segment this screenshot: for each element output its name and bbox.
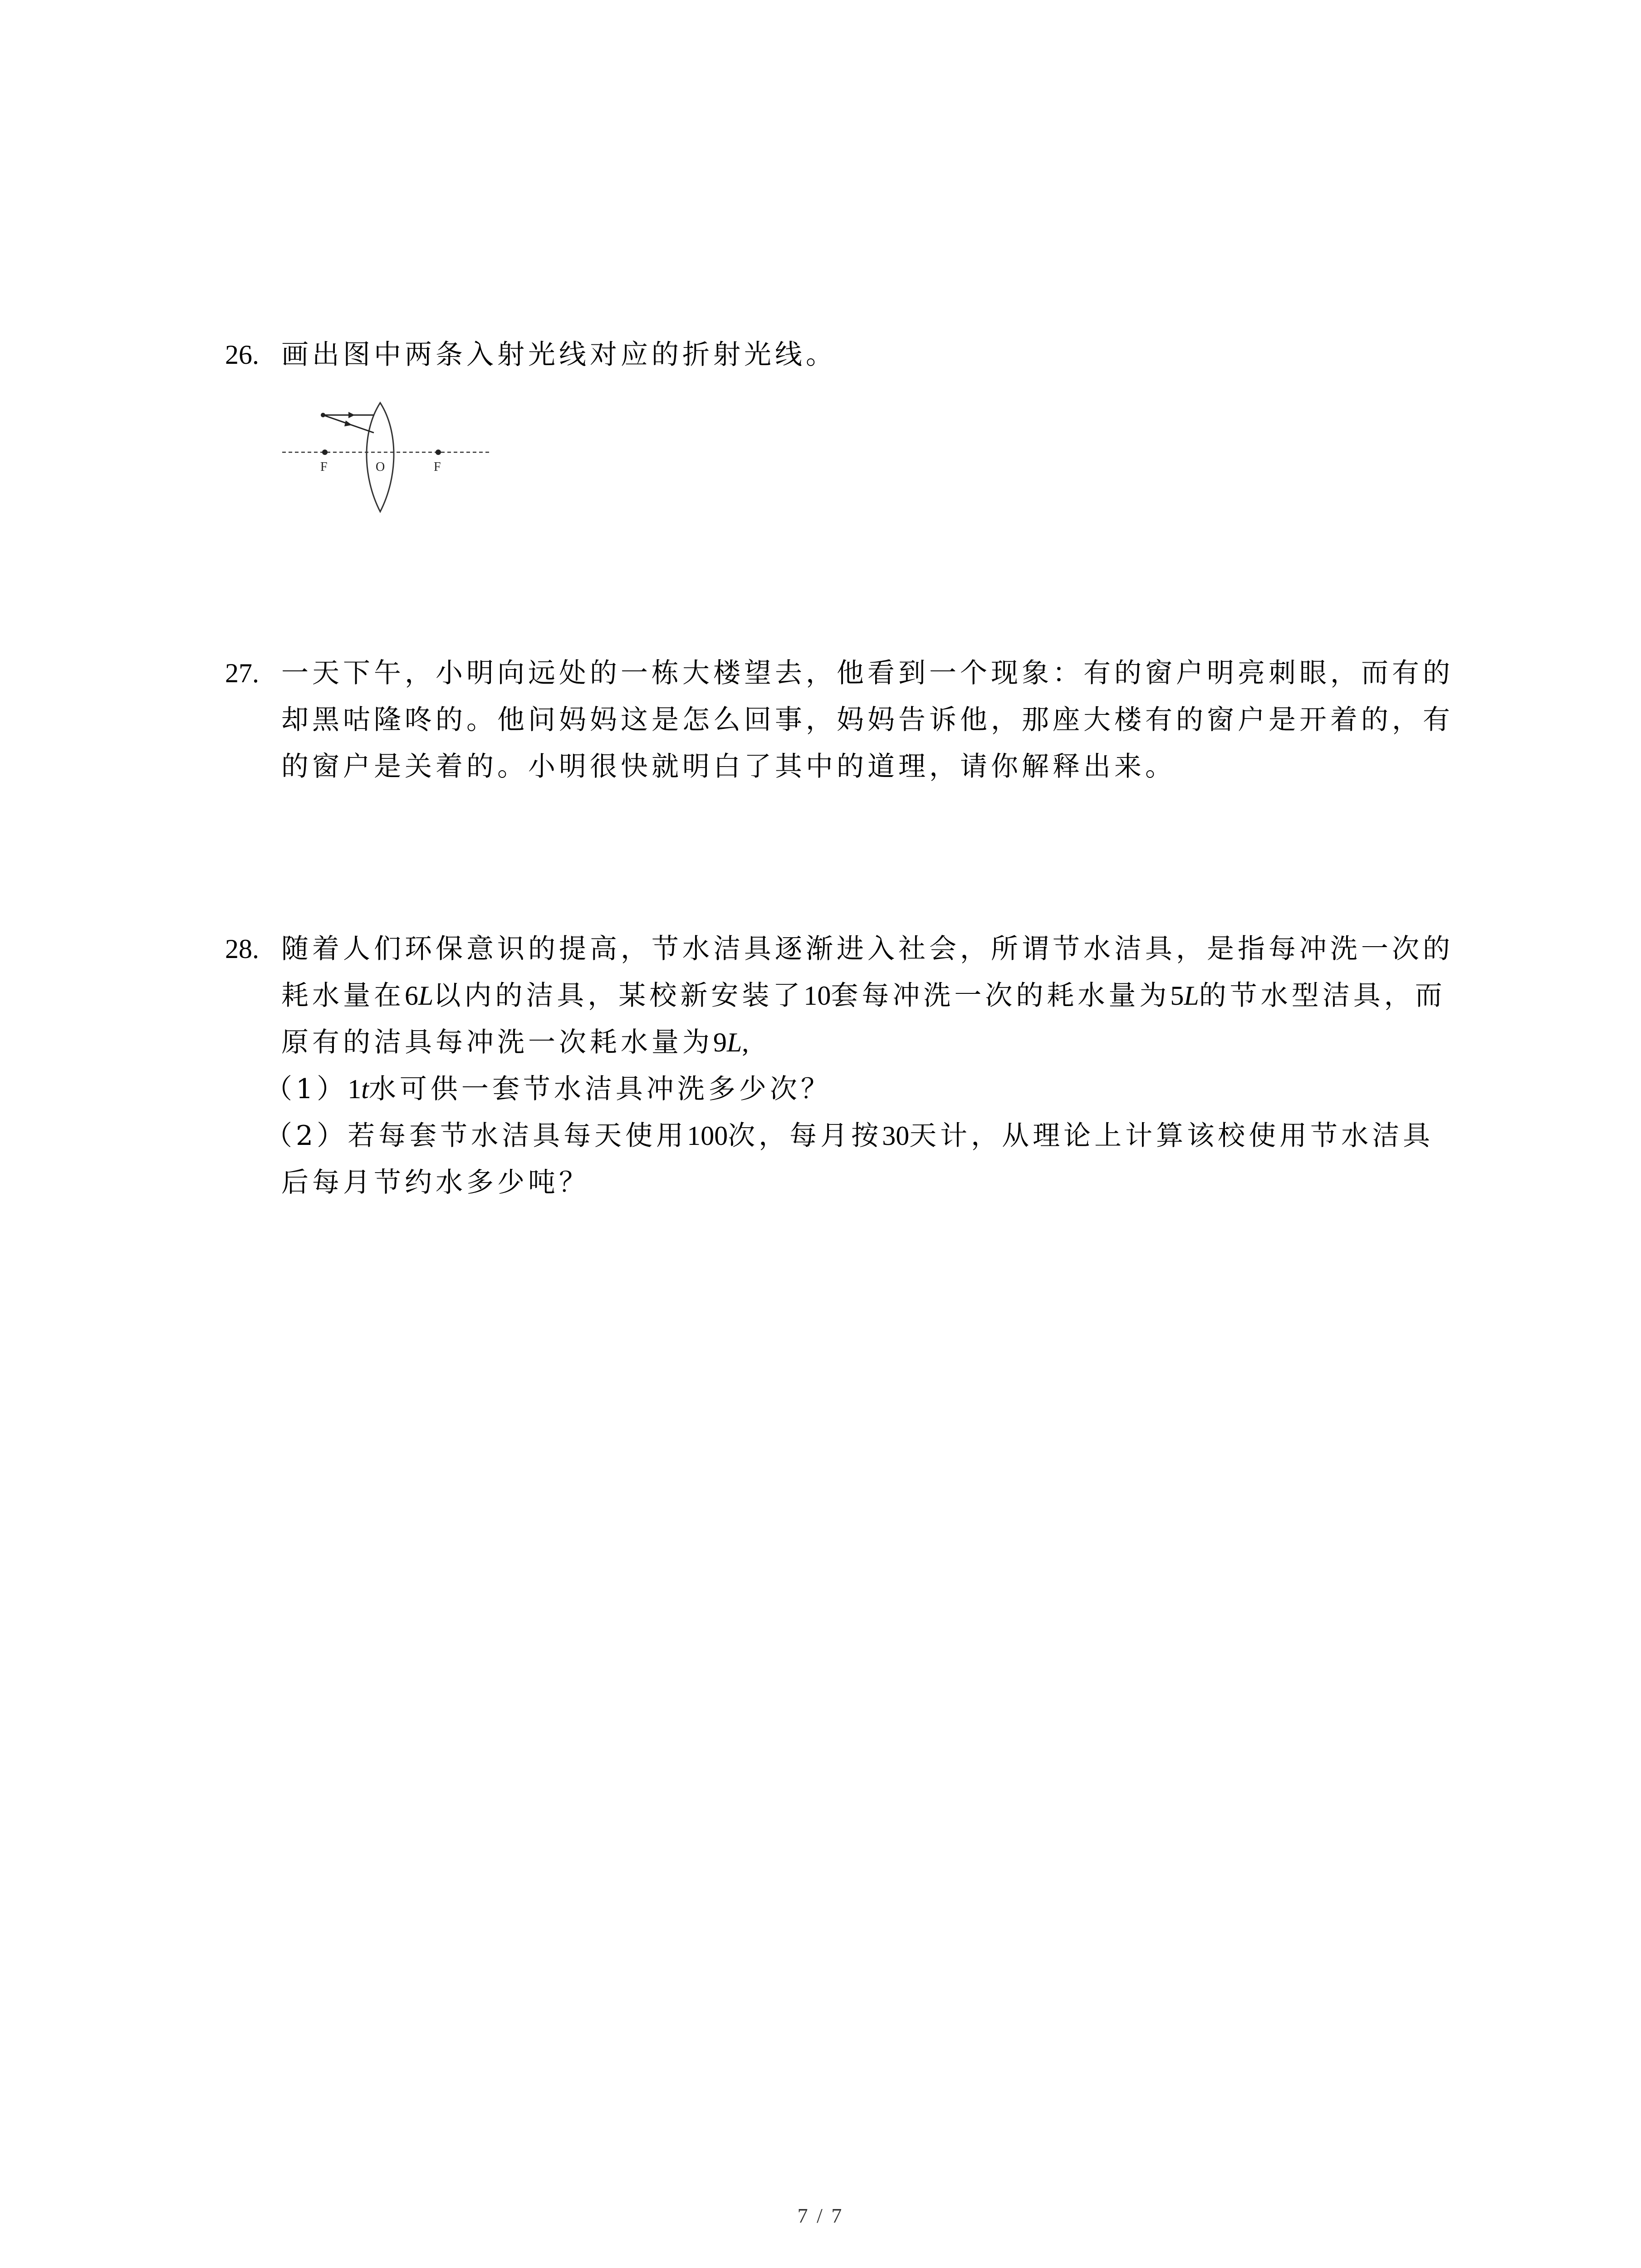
question-text: 画出图中两条入射光线对应的折射光线。 [281,339,837,371]
page-number: 7 / 7 [797,2204,844,2227]
text-segment: 次，每月按 [728,1120,882,1152]
unit: t [361,1074,369,1104]
question-number: 27. [225,658,259,688]
question-text-line [281,970,1446,1021]
center-label: O [376,460,385,474]
question-text-line: 随着人们环保意识的提高，节水洁具逐渐进入社会，所谓节水洁具，是指每冲洗一次的 [281,933,1454,965]
unit: L [418,981,434,1011]
question-text-line: 的窗户是关着的。小明很快就明白了其中的道理，请你解释出来。 [281,751,1176,782]
right-focus-point [436,450,441,455]
question-number: 26. [225,340,259,370]
convex-lens-diagram [279,399,497,517]
sub-question-label: （1） [265,1073,348,1105]
text-segment: 耗水量在 [281,980,405,1012]
unit: L [727,1027,742,1057]
left-focus-label: F [320,460,328,474]
value: 10 [803,981,831,1011]
value: 1 [348,1074,362,1104]
value: 6 [405,981,418,1011]
sub-question-2-continuation: 后每月节约水多少吨？ [281,1167,590,1198]
ray-2-arrow [344,420,352,426]
question-text-line: 却黑咕隆咚的。他问妈妈这是怎么回事，妈妈告诉他，那座大楼有的窗户是开着的，有 [281,704,1454,736]
sub-question-1 [265,1064,832,1114]
question-text-line: 一天下午，小明向远处的一栋大楼望去，他看到一个现象：有的窗户明亮刺眼，而有的 [281,657,1454,689]
value: 30 [882,1121,910,1151]
sub-question-label: （2） [265,1120,348,1152]
unit: L [1184,981,1199,1011]
question-number: 28. [225,934,259,964]
right-focus-label: F [434,460,441,474]
convex-lens [367,403,394,512]
text-segment: 套每冲洗一次的耗水量为 [831,980,1171,1012]
left-focus-point [322,450,328,455]
sub-question-2 [265,1110,1434,1161]
text-segment: 水可供一套节水洁具冲洗多少次？ [368,1073,832,1105]
text-segment: 的节水型洁具，而 [1199,980,1446,1012]
text-segment: 天计，从理论上计算该校使用节水洁具 [909,1120,1434,1152]
value: 9 [713,1027,727,1057]
ray-1-arrow [348,412,355,418]
text-segment: 原有的洁具每冲洗一次耗水量为 [281,1026,713,1058]
value: 5 [1170,981,1184,1011]
text-segment: , [742,1027,749,1057]
question-text-line [281,1017,749,1068]
text-segment: 以内的洁具，某校新安装了 [433,980,804,1012]
light-source-point [321,413,325,417]
value: 100 [687,1121,728,1151]
text-segment: 若每套节水洁具每天使用 [348,1120,687,1152]
